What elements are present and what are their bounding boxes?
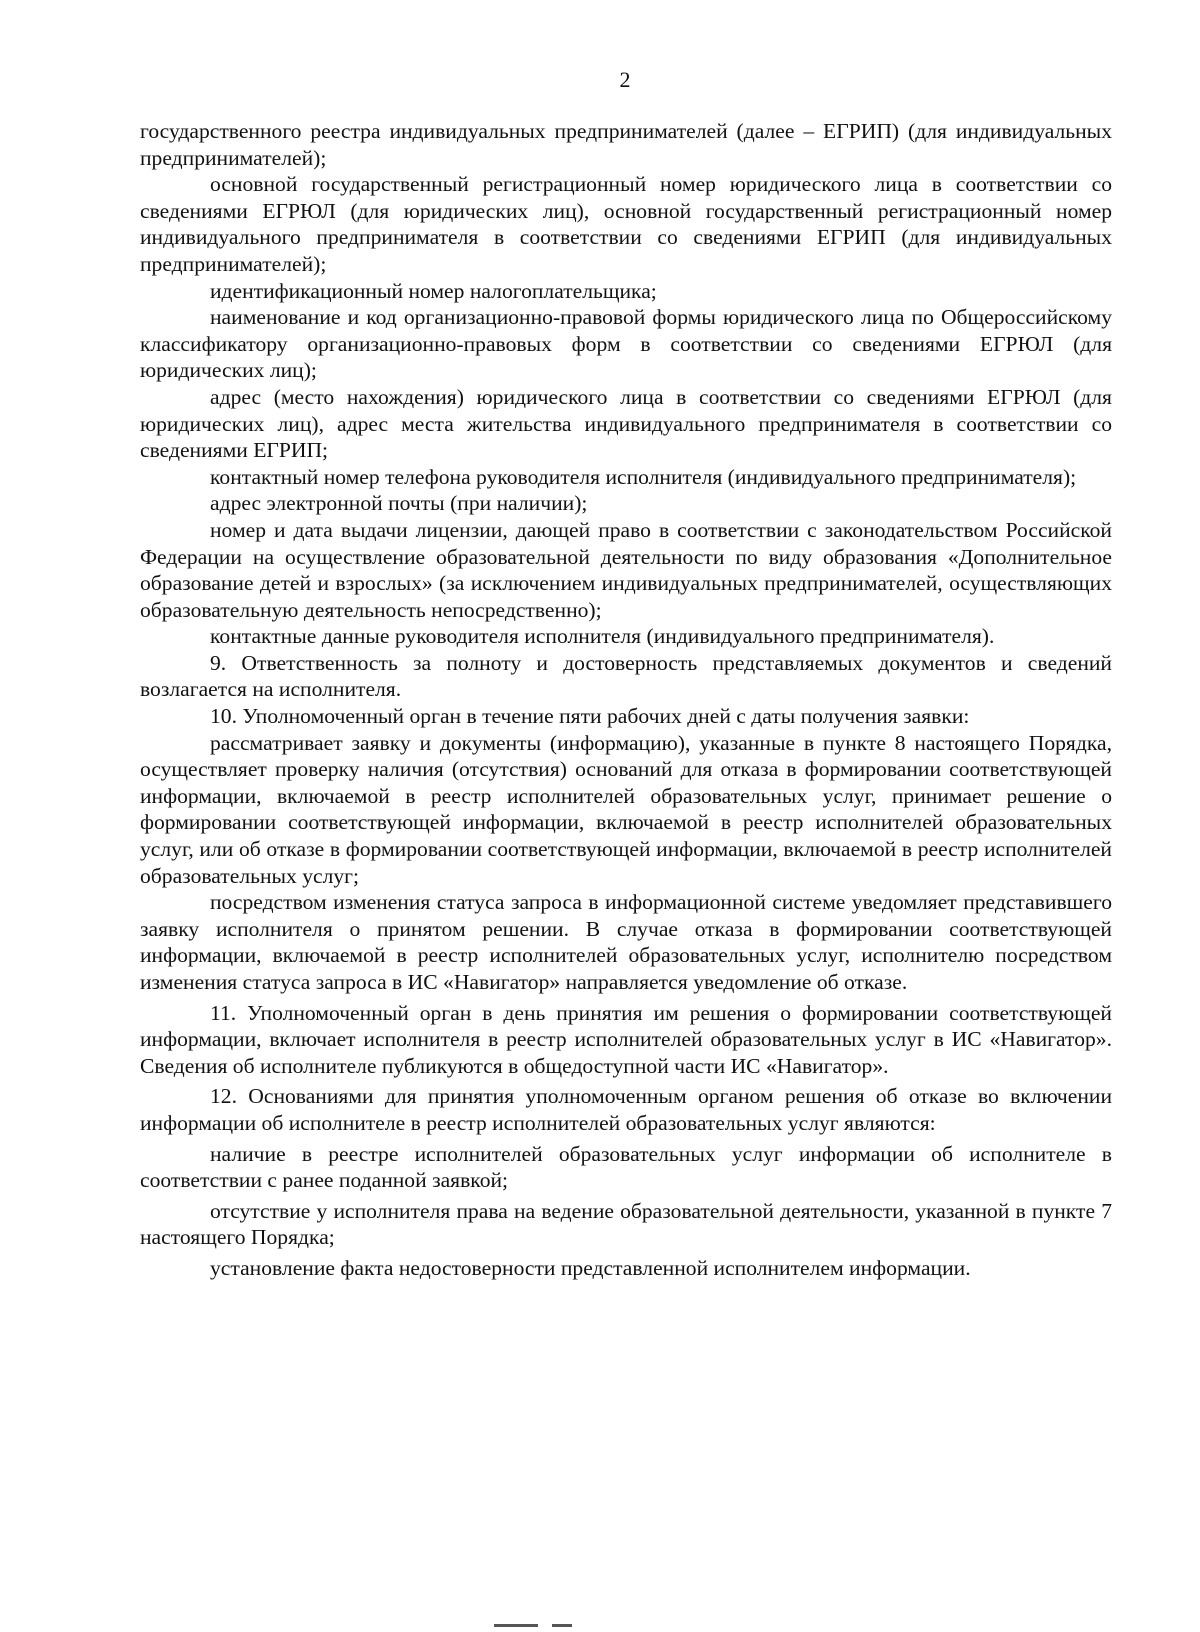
paragraph-license: номер и дата выдачи лицензии, дающей право в соответствии с законодательством Российской Федерации на осуществление образовательной деятельности по виду образования «Дополнительное образование детей и взрослых» (за исключением индивидуальных предпринимателей, осуществляющих образовательную деятельность непосредственно); [140, 517, 1112, 622]
paragraph-egrip-continuation: государственного реестра индивидуальных предпринимателей (далее – ЕГРИП) (для индивидуальных предпринимателей); [140, 119, 1112, 170]
paragraph-item-9: 9. Ответственность за полноту и достоверность представляемых документов и сведений возлагается на исполнителя. [140, 650, 1112, 702]
scan-mark [552, 1624, 572, 1627]
paragraph-reason-no-right: отсутствие у исполнителя права на ведение образовательной деятельности, указанной в пункте 7 настоящего Порядка; [140, 1198, 1112, 1250]
page-number: 2 [619, 67, 631, 92]
paragraph-contacts: контактные данные руководителя исполнителя (индивидуального предпринимателя). [210, 624, 995, 649]
scan-mark [494, 1624, 538, 1627]
paragraph-reason-existing: наличие в реестре исполнителей образовательных услуг информации об исполнителе в соответствии с ранее поданной заявкой; [140, 1141, 1112, 1193]
paragraph-inn: идентификационный номер налогоплательщика; [210, 278, 657, 303]
paragraph-reason-false-info: установление факта недостоверности представленной исполнителем информации. [210, 1255, 971, 1280]
paragraph-item-10: 10. Уполномоченный орган в течение пяти рабочих дней с даты получения заявки: [210, 704, 970, 729]
paragraph-ogrn: основной государственный регистрационный номер юридического лица в соответствии со сведениями ЕГРЮЛ (для юридических лиц), основной государственный регистрационный номер индивидуального предпринимателя в соответствии со сведениями ЕГРИП (для индивидуальных предпринимателей); [140, 172, 1112, 276]
paragraph-item-11: 11. Уполномоченный орган в день принятия им решения о формировании соответствующей информации, включает исполнителя в реестр исполнителей образовательных услуг в ИС «Навигатор». Сведения об исполнителе публикуются в общедоступной части ИС «Навигатор». [140, 1000, 1112, 1078]
paragraph-phone: контактный номер телефона руководителя исполнителя (индивидуального предпринимателя); [210, 464, 1077, 489]
paragraph-opf: наименование и код организационно-правовой формы юридического лица по Общероссийскому классификатору организационно-правовых форм в соответствии со сведениями ЕГРЮЛ (для юридических лиц); [140, 305, 1112, 383]
paragraph-email: адрес электронной почты (при наличии); [210, 491, 588, 516]
document-body [140, 118, 1112, 1282]
paragraph-notification: посредством изменения статуса запроса в информационной системе уведомляет представившего заявку исполнителя о принятом решении. В случае отказа в формировании соответствующей информации, включаемой в реестр исполнителей образовательных услуг, исполнителю посредством изменения статуса запроса в ИС «Навигатор» направляется уведомление об отказе. [140, 890, 1112, 994]
paragraph-item-12: 12. Основаниями для принятия уполномоченным органом решения об отказе во включении информации об исполнителе в реестр исполнителей образовательных услуг являются: [140, 1084, 1112, 1135]
paragraph-review: рассматривает заявку и документы (информацию), указанные в пункте 8 настоящего Порядка, осуществляет проверку наличия (отсутствия) оснований для отказа в формировании соответствующей информации, включаемой в реестр исполнителей образовательных услуг, принимает решение о формировании соответствующей информации, включаемой в реестр исполнителей образовательных услуг, или об отказе в формировании соответствующей информации, включаемой в реестр исполнителей образовательных услуг; [140, 730, 1112, 888]
paragraph-address: адрес (место нахождения) юридического лица в соответствии со сведениями ЕГРЮЛ (для юридических лиц), адрес места жительства индивидуального предпринимателя в соответствии со сведениями ЕГРИП; [140, 384, 1112, 463]
